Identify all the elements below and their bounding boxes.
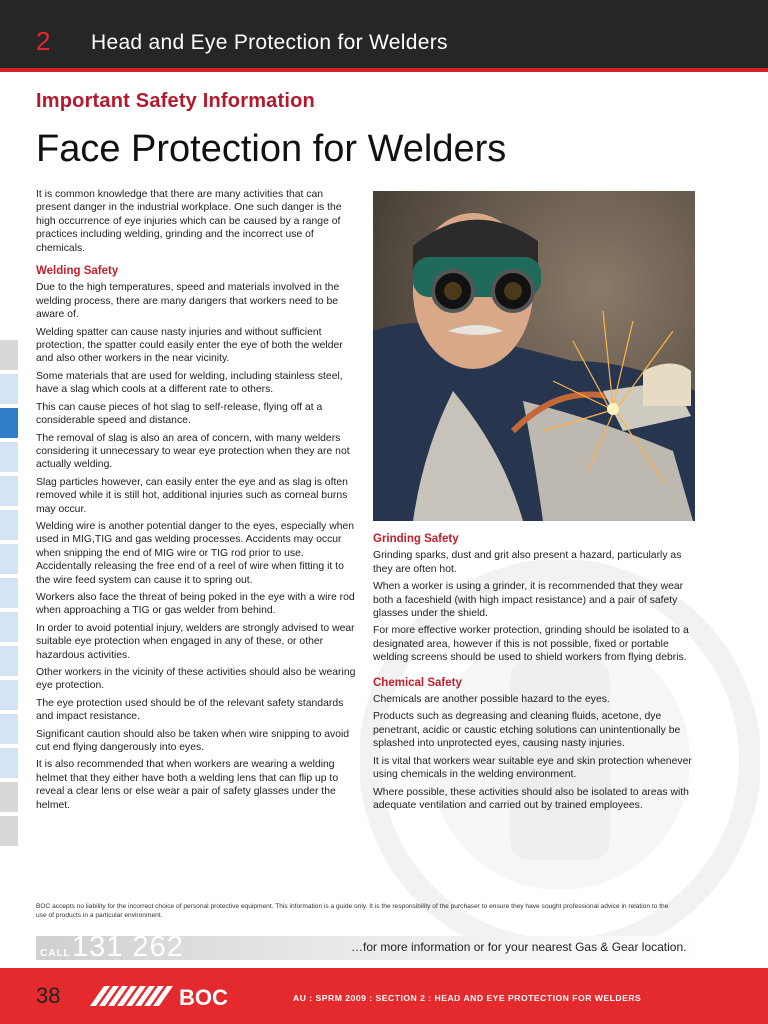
- grinding-safety-heading: Grinding Safety: [373, 533, 459, 545]
- body-paragraph: The removal of slag is also an area of concern, with many welders considering it unnecessary to wear eye protection when they are not actually welding.: [36, 432, 350, 471]
- boc-logo-text: BOC: [179, 985, 228, 1008]
- call-number: 131 262: [72, 931, 184, 963]
- body-paragraph: Where possible, these activities should also be isolated to areas with adequate ventilation and carried out by trained employees.: [373, 786, 689, 811]
- body-paragraph: The eye protection used should be of the relevant safety standards and impact resistance.: [36, 697, 344, 723]
- right-column: [373, 533, 698, 816]
- body-paragraph: Some materials that are used for welding, including stainless steel, have a slag which cools at a different rate to others.: [36, 370, 343, 396]
- body-paragraph: Slag particles however, can easily enter the eye and as slag is often removed while it is still hot, additional injuries such as corneal burns may occur.: [36, 476, 348, 515]
- section-tab: [0, 340, 18, 370]
- kicker-heading: Important Safety Information: [36, 90, 315, 112]
- section-tab: [0, 680, 18, 710]
- body-paragraph: Significant caution should also be taken when wire snipping to avoid cut end flying dangerously into eyes.: [36, 728, 350, 754]
- call-info-text: …for more information or for your nearest Gas & Gear location.: [351, 940, 687, 954]
- body-paragraph: Chemicals are another possible hazard to the eyes.: [373, 694, 610, 706]
- section-tabs: [0, 340, 18, 850]
- page-number: 38: [36, 983, 61, 1008]
- welding-safety-heading: Welding Safety: [36, 265, 119, 278]
- body-paragraph: This can cause pieces of hot slag to self-release, flying off at a considerable speed and distance.: [36, 401, 323, 427]
- chapter-number: 2: [36, 26, 51, 56]
- body-paragraph: Other workers in the vicinity of these activities should also be wearing eye protection.: [36, 667, 356, 692]
- section-tab-active: [0, 408, 18, 438]
- body-paragraph: Workers also face the threat of being poked in the eye with a wire rod when approaching a TIG or gas welder from behind.: [36, 591, 355, 617]
- body-paragraph: For more effective worker protection, grinding should be isolated to a designated area, however if this is not possible, fixed or portable welding screens should be used to shield workers from flying debris.: [373, 625, 689, 664]
- body-paragraph: Welding spatter can cause nasty injuries and without sufficient protection, the spatter could easily enter the eye of both the welder and also other workers in the near vicinity.: [36, 326, 343, 365]
- chemical-safety-heading: Chemical Safety: [373, 676, 462, 689]
- section-tab: [0, 510, 18, 540]
- section-tab: [0, 816, 18, 846]
- chapter-title: Head and Eye Protection for Welders: [91, 31, 448, 54]
- left-column: [36, 188, 360, 816]
- section-tab: [0, 714, 18, 744]
- body-paragraph: Products such as degreasing and cleaning fluids, acetone, dye penetrant, acidic or caustic etching solutions can unintentionally be splashed into unprotected eyes, causing nasty injuries.: [373, 711, 681, 750]
- footer-section-text: AU : SPRM 2009 : SECTION 2 : HEAD AND EYE PROTECTION FOR WELDERS: [293, 993, 642, 1003]
- page-title: Face Protection for Welders: [36, 128, 507, 170]
- body-paragraph: It is also recommended that when workers are wearing a welding helmet that they either have both a welding lens that can flip up to reveal a clear lens or else wear a pair of safety glasses under the helmet.: [36, 759, 339, 811]
- body-paragraph: In order to avoid potential injury, welders are strongly advised to wear suitable eye protection when engaged in any of these, or other hazardous activities.: [36, 622, 355, 661]
- section-tab: [0, 544, 18, 574]
- intro-paragraph: It is common knowledge that there are many activities that can present danger in the industrial workplace. One such danger is the high occurrence of eye injuries which can be caused by a range of practices including welding, grinding and the incorrect use of chemicals.: [36, 189, 342, 254]
- header-accent-line: [0, 68, 768, 72]
- boc-logo-icon: [90, 984, 240, 1008]
- call-label: CALL: [40, 948, 71, 959]
- section-tab: [0, 612, 18, 642]
- welder-photo: [373, 191, 695, 521]
- disclaimer-text: BOC accepts no liability for the incorrect choice of personal protective equipment. This information is a guide only. It is the responsibility of the purchaser to ensure they have sought professional advice in relation to the use of products in a particular environment.: [36, 903, 669, 919]
- body-paragraph: It is vital that workers wear suitable eye and skin protection whenever using chemicals in the welding environment.: [373, 755, 692, 781]
- body-paragraph: When a worker is using a grinder, it is recommended that they wear both a faceshield (with high impact resistance) and a pair of safety glasses under the shield.: [373, 581, 684, 620]
- section-tab: [0, 374, 18, 404]
- body-paragraph: Due to the high temperatures, speed and materials involved in the welding process, there are many dangers that workers need to be aware of.: [36, 282, 340, 321]
- section-tab: [0, 748, 18, 778]
- body-paragraph: Welding wire is another potential danger to the eyes, especially when used in MIG,TIG and gas welding processes. Accidents may occur when snipping the end of MIG wire or TIG rod prior to use. Accidentally releasing the free end of a reel of wire when fitting it to the wire feed system can cause it to spring out.: [36, 520, 355, 586]
- section-tab: [0, 578, 18, 608]
- section-tab: [0, 646, 18, 676]
- section-tab: [0, 442, 18, 472]
- section-tab: [0, 782, 18, 812]
- section-tab: [0, 476, 18, 506]
- body-paragraph: Grinding sparks, dust and grit also present a hazard, particularly as they are often hot.: [373, 550, 682, 575]
